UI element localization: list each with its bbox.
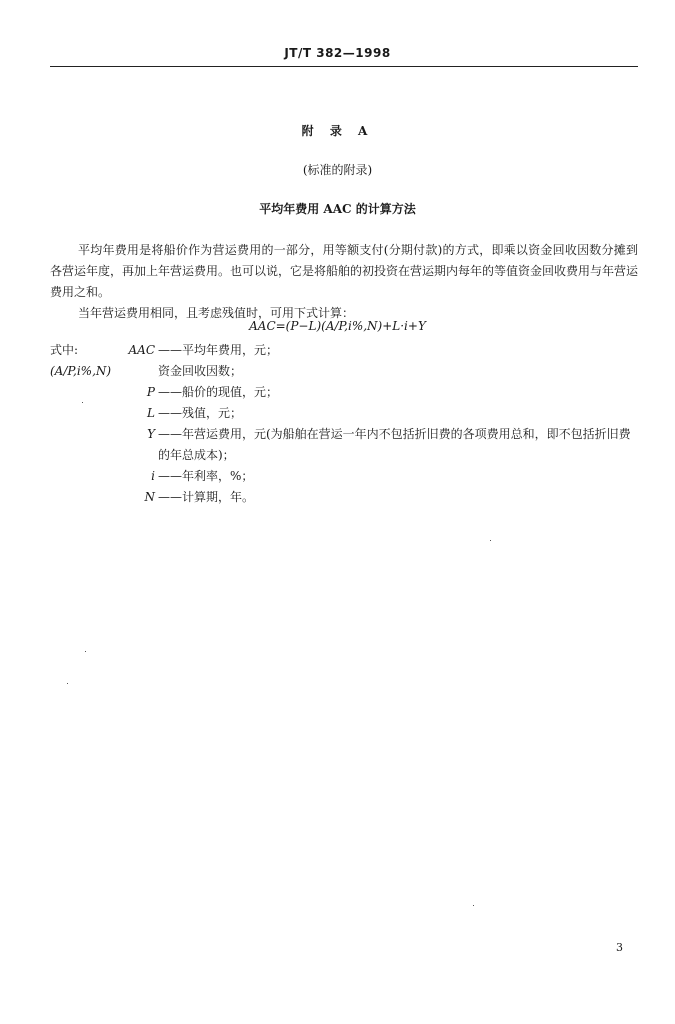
paragraph-2: 当年营运费用相同，且考虑残值时，可用下式计算： [78, 306, 355, 320]
dash: —— [158, 406, 182, 420]
symbol: i [151, 469, 155, 483]
definition-text: 年营运费用，元(为船舶在营运一年内不包括折旧费的各项费用总和，即不包括折旧费的年总成本)； [158, 427, 631, 462]
definition-text: 年利率，%； [182, 469, 254, 483]
scan-speck [67, 683, 68, 684]
definition-text: 残值，元； [182, 406, 243, 420]
definitions-lead: 式中: [50, 343, 79, 357]
dash: —— [158, 427, 182, 441]
appendix-normative-label: (标准的附录) [302, 163, 373, 177]
standard-code-header: JT/T 382—1998 [284, 46, 391, 60]
page-number: 3 [616, 941, 623, 954]
dash: —— [158, 490, 182, 504]
definition-row [50, 466, 640, 487]
definition-text: 平均年费用，元； [182, 343, 279, 357]
appendix-heading: 附 录 A [301, 124, 374, 138]
definition-text: 资金回收因数； [158, 364, 243, 378]
definition-row [50, 361, 640, 382]
definition-text: 计算期，年。 [182, 490, 255, 504]
scan-speck [85, 651, 86, 652]
scan-speck [473, 905, 474, 906]
definition-row [50, 487, 640, 508]
symbol: (A/P,i%,N) [50, 364, 112, 378]
definition-text: 船价的现值，元； [182, 385, 279, 399]
symbol: P [146, 385, 155, 399]
definition-row [50, 382, 640, 403]
symbol: AAC [128, 343, 155, 357]
definition-row [50, 340, 640, 361]
definition-row [50, 403, 640, 424]
dash: —— [158, 385, 182, 399]
symbol: N [144, 490, 155, 504]
symbol: Y [147, 427, 155, 441]
appendix-title: 平均年费用 AAC 的计算方法 [259, 202, 416, 216]
aac-formula: AAC=(P−L)(A/P,i%,N)+L·i+Y [249, 319, 426, 333]
body-text [50, 240, 638, 324]
dash: —— [158, 343, 182, 357]
scan-speck [82, 402, 83, 403]
paragraph-1: 平均年费用是将船价作为营运费用的一部分，用等额支付(分期付款)的方式，即乘以资金回收因数分摊到各营运年度，再加上年营运费用。也可以说，它是将船舶的初投资在营运期内每年的等值资金回收费用与年营运费用之和。 [50, 243, 639, 299]
dash: —— [158, 469, 182, 483]
header-rule [50, 66, 638, 67]
symbol: L [147, 406, 155, 420]
symbol-definitions [50, 340, 640, 508]
scan-speck [490, 540, 491, 541]
definition-row [50, 424, 640, 466]
